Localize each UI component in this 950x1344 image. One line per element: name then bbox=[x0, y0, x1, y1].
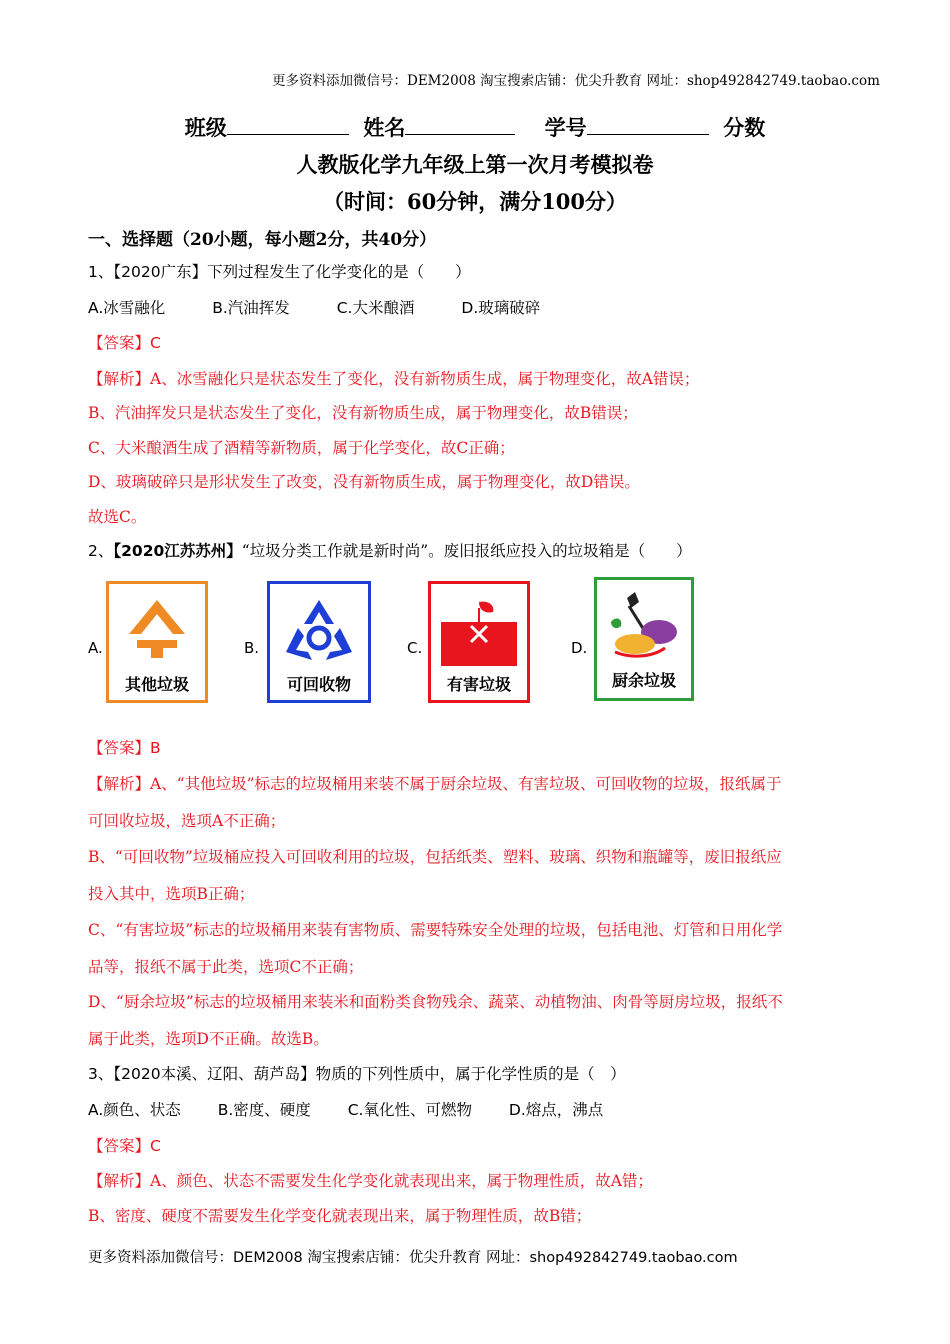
q1-option-c[interactable]: C.大米酿酒 bbox=[336, 299, 415, 317]
exam-title: 人教版化学九年级上第一次月考模拟卷 bbox=[296, 152, 654, 177]
q1-analysis-line: B、汽油挥发只是状态发生了变化，没有新物质生成，属于物理变化，故B错误； bbox=[88, 404, 638, 422]
id-label: 学号 bbox=[544, 115, 587, 140]
q3-options bbox=[88, 1098, 603, 1120]
q1-analysis-line: D、玻璃破碎只是形状发生了改变，没有新物质生成，属于物理变化，故D错误。 bbox=[88, 473, 640, 491]
student-info-row bbox=[0, 112, 950, 142]
class-label: 班级 bbox=[184, 115, 227, 140]
q2-analysis-line: 【解析】A、“其他垃圾”标志的垃圾桶用来装不属于厨余垃圾、有害垃圾、可回收物的垃圾，报纸属于 bbox=[88, 775, 782, 793]
hazardous-waste-sign[interactable] bbox=[428, 581, 530, 703]
q3-answer: 【答案】C bbox=[88, 1137, 161, 1155]
exam-subtitle: （时间：60分钟，满分100分） bbox=[322, 189, 628, 214]
class-blank[interactable] bbox=[227, 112, 349, 135]
other-waste-caption: 其他垃圾 bbox=[124, 675, 189, 694]
page-header: 更多资料添加微信号：DEM2008 淘宝搜索店铺：优尖升教育 网址：shop492842749.taobao.com bbox=[272, 73, 880, 89]
score-label: 分数 bbox=[723, 115, 766, 140]
q2-answer: 【答案】B bbox=[88, 739, 161, 757]
q1-option-a[interactable]: A.冰雪融化 bbox=[88, 299, 166, 317]
section-heading: 一、选择题（20小题，每小题2分，共40分） bbox=[88, 230, 437, 250]
kitchen-waste-sign[interactable] bbox=[594, 577, 694, 701]
q2-option-a-letter[interactable]: A. bbox=[88, 639, 103, 657]
q2-analysis-line: 品等，报纸不属于此类，选项C不正确； bbox=[88, 958, 364, 976]
q1-options bbox=[88, 296, 540, 318]
q2-analysis-line: 投入其中，选项B正确； bbox=[88, 885, 255, 903]
other-waste-sign[interactable] bbox=[106, 581, 208, 703]
page-footer: 更多资料添加微信号：DEM2008 淘宝搜索店铺：优尖升教育 网址：shop492842749.taobao.com bbox=[88, 1250, 738, 1266]
hazardous-caption: 有害垃圾 bbox=[446, 675, 511, 694]
q1-analysis-line: 【解析】A、冰雪融化只是状态发生了变化，没有新物质生成，属于物理变化，故A错误； bbox=[88, 370, 700, 388]
q3-option-a[interactable]: A.颜色、状态 bbox=[88, 1101, 181, 1119]
id-blank[interactable] bbox=[587, 112, 709, 135]
other-waste-icon bbox=[123, 596, 191, 662]
q2-option-c-letter[interactable]: C. bbox=[407, 639, 423, 657]
recycle-icon bbox=[282, 594, 356, 666]
q3-option-b[interactable]: B.密度、硬度 bbox=[217, 1101, 311, 1119]
q2-option-b-letter[interactable]: B. bbox=[244, 639, 260, 657]
q1-analysis-line: 故选C。 bbox=[88, 508, 147, 526]
q1-stem: 1、【2020广东】下列过程发生了化学变化的是（ ） bbox=[88, 263, 471, 281]
hazardous-icon bbox=[459, 598, 499, 658]
name-label: 姓名 bbox=[363, 115, 406, 140]
q2-analysis-line: B、“可回收物”垃圾桶应投入可回收利用的垃圾，包括纸类、塑料、玻璃、织物和瓶罐等，废旧报纸应 bbox=[88, 848, 782, 866]
q1-option-d[interactable]: D.玻璃破碎 bbox=[461, 299, 541, 317]
q2-stem: 2、【2020江苏苏州】“垃圾分类工作就是新时尚”。废旧报纸应投入的垃圾箱是（ ） bbox=[88, 542, 692, 560]
q2-analysis-line: 属于此类，选项D不正确。故选B。 bbox=[88, 1030, 329, 1048]
q1-answer: 【答案】C bbox=[88, 334, 161, 352]
kitchen-waste-caption: 厨余垃圾 bbox=[611, 671, 676, 690]
q2-analysis-line: C、“有害垃圾”标志的垃圾桶用来装有害物质、需要特殊安全处理的垃圾，包括电池、灯管和日用化学 bbox=[88, 921, 783, 939]
q3-option-d[interactable]: D.熔点，沸点 bbox=[508, 1101, 604, 1119]
name-blank[interactable] bbox=[405, 112, 515, 135]
q1-option-b[interactable]: B.汽油挥发 bbox=[212, 299, 290, 317]
q2-option-d-letter[interactable]: D. bbox=[571, 639, 588, 657]
q2-analysis-line: D、“厨余垃圾”标志的垃圾桶用来装米和面粉类食物残余、蔬菜、动植物油、肉骨等厨房垃圾，报纸不 bbox=[88, 993, 783, 1011]
q2-analysis-line: 可回收垃圾，选项A不正确； bbox=[88, 812, 286, 830]
q3-analysis-line: B、密度、硬度不需要发生化学变化就表现出来，属于物理性质，故B错； bbox=[88, 1207, 592, 1225]
q3-option-c[interactable]: C.氧化性、可燃物 bbox=[347, 1101, 472, 1119]
q1-analysis-line: C、大米酿酒生成了酒精等新物质，属于化学变化，故C正确； bbox=[88, 439, 515, 457]
recyclable-sign[interactable] bbox=[267, 581, 371, 703]
kitchen-waste-icon bbox=[605, 588, 683, 664]
recyclable-caption: 可回收物 bbox=[286, 675, 351, 694]
q3-stem: 3、【2020本溪、辽阳、葫芦岛】物质的下列性质中，属于化学性质的是（ ） bbox=[88, 1065, 626, 1083]
q3-analysis-line: 【解析】A、颜色、状态不需要发生化学变化就表现出来，属于物理性质，故A错； bbox=[88, 1172, 653, 1190]
